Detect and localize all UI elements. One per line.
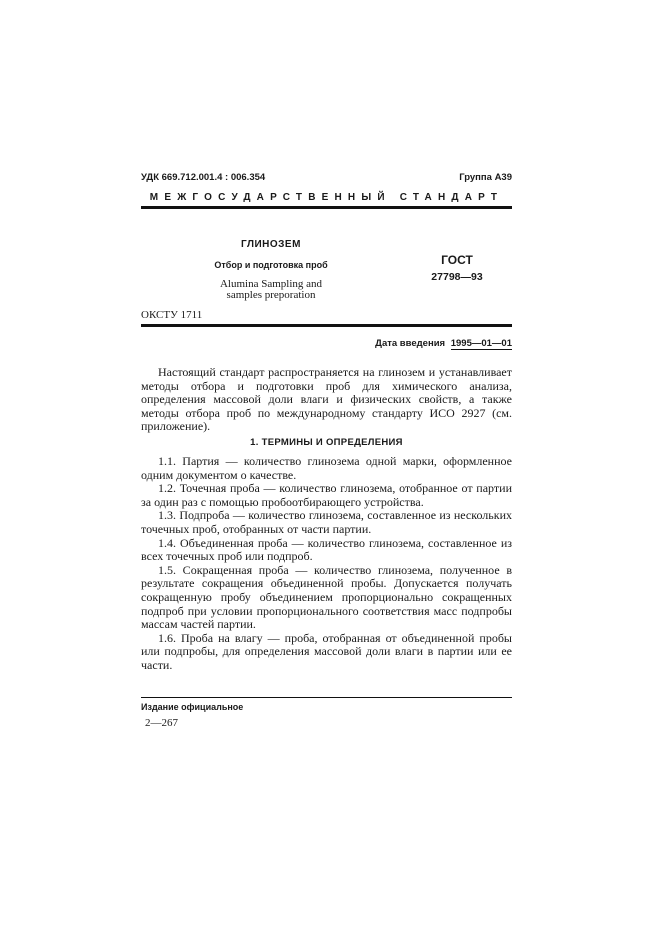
term-item: 1.1. Партия — количество глинозема одной марки, оформленное одним документом о качестве. <box>141 454 512 482</box>
term-item: 1.5. Сокращенная проба — количество глинозема, полученное в результате сокращения объединенной пробы. Допускается получать сокращенную пробу объединением пропорционально сокращенных подпроб при условии пропорционального соответствия масс подпробы массам частей партии. <box>141 562 512 632</box>
term-item: 1.6. Проба на влагу — проба, отобранная от объединенной пробы или подпробы, для определения массовой доли влаги в партии или ее части. <box>141 630 512 672</box>
standard-banner: МЕЖГОСУДАРСТВЕННЫЙ СТАНДАРТ <box>149 192 504 203</box>
udk-code: УДК 669.712.001.4 : 006.354 <box>141 172 266 183</box>
doc-title: ГЛИНОЗЕМ <box>241 239 301 250</box>
doc-subtitle-ru: Отбор и подготовка проб <box>214 260 328 270</box>
effective-date-label: Дата введения <box>375 338 446 349</box>
group-code: Группа А39 <box>459 172 512 183</box>
page-code: 2—267 <box>145 717 178 729</box>
okstu-code: ОКСТУ 1711 <box>141 309 203 321</box>
section-body <box>141 455 512 673</box>
doc-subtitle-en-2: samples preporation <box>226 289 316 301</box>
term-item: 1.2. Точечная проба — количество глинозема, отобранное от партии за один раз с помощью пробоотбирающего устройства. <box>141 481 512 509</box>
intro-paragraph <box>141 366 512 434</box>
banner-rule <box>141 206 512 209</box>
okstu-rule <box>141 324 512 327</box>
doc-subtitle-en-1: Alumina Sampling and <box>219 278 323 290</box>
effective-date <box>300 338 512 349</box>
footer-rule <box>141 697 512 698</box>
term-item: 1.3. Подпроба — количество глинозема, составленное из нескольких точечных проб, отобранных от части партии. <box>141 508 512 536</box>
effective-date-value: 1995—01—01 <box>450 338 512 349</box>
edition-label: Издание официальное <box>141 702 244 712</box>
intro-text: Настоящий стандарт распространяется на глинозем и устанавливает методы отбора и подготовки проб для химического анализа, определения массовой доли влаги и физических свойств, а также методы отбора проб по международному стандарту ИСО 2927 (см. приложение). <box>141 365 512 434</box>
section-title: 1. ТЕРМИНЫ И ОПРЕДЕЛЕНИЯ <box>250 437 403 448</box>
gost-label: ГОСТ <box>441 253 473 267</box>
term-item: 1.4. Объединенная проба — количество глинозема, составленное из всех точечных проб или подпроб. <box>141 535 512 564</box>
gost-number: 27798—93 <box>431 271 483 283</box>
